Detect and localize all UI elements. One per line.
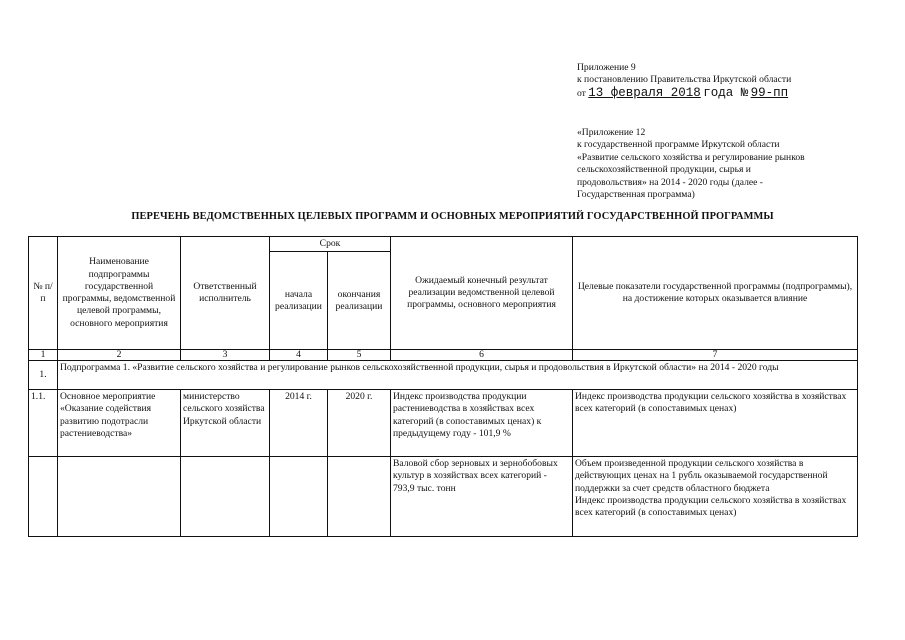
row-target-2: Индекс производства продукции сельского хозяйства в хозяйствах всех категорий (в сопоставимых ценах): [575, 494, 847, 519]
row-result: Индекс производства продукции растениеводства в хозяйствах всех категорий (в сопоставимых ценах) к предыдущему году - 101,9 %: [391, 390, 573, 457]
row-end-empty: [328, 457, 391, 537]
annex12-line2: к государственной программе Иркутской области: [577, 139, 780, 151]
column-number: 6: [391, 350, 573, 361]
annex12-line6: Государственная программа): [577, 189, 695, 201]
annex-date: 13 февраля 2018: [588, 85, 701, 100]
header-end: окончания реализации: [328, 252, 391, 350]
row-name: Основное мероприятие «Оказание содействия развитию подотрасли растениеводства»: [58, 390, 181, 457]
annex-header: [577, 62, 877, 100]
header-start: начала реализации: [270, 252, 328, 350]
row-start: 2014 г.: [270, 390, 328, 457]
row-target: [573, 457, 858, 537]
subprogram-num: 1.: [29, 361, 58, 390]
row-executor: министерство сельского хозяйства Иркутской области: [181, 390, 270, 457]
column-number: 7: [573, 350, 858, 361]
row-start-empty: [270, 457, 328, 537]
header-executor: Ответственный исполнитель: [181, 237, 270, 350]
row-num-empty: [29, 457, 58, 537]
programs-table: [28, 236, 858, 537]
column-number: 4: [270, 350, 328, 361]
row-name-empty: [58, 457, 181, 537]
row-result: Валовой сбор зерновых и зернобобовых культур в хозяйствах всех категорий - 793,9 тыс. тонн: [391, 457, 573, 537]
column-number: 5: [328, 350, 391, 361]
annex12-line3: «Развитие сельского хозяйства и регулирование рынков: [577, 151, 805, 163]
row-num: 1.1.: [29, 390, 58, 457]
annex-from: от: [577, 87, 586, 99]
column-number: 2: [58, 350, 181, 361]
header-name: Наименование подпрограммы государственной программы, ведомственной целевой программы, основного мероприятия: [58, 237, 181, 350]
annex-year-word: года №: [703, 85, 749, 100]
header-term: Срок: [270, 237, 391, 252]
table-row: [29, 457, 858, 537]
annex12-line4: сельскохозяйственной продукции, сырья и: [577, 164, 751, 176]
annex-date-line: [577, 87, 877, 100]
annex-decree-number: 99-пп: [750, 85, 789, 100]
row-target: Индекс производства продукции сельского хозяйства в хозяйствах всех категорий (в сопоставимых ценах): [573, 390, 858, 457]
table-row: [29, 390, 858, 457]
annex12-block: [577, 127, 862, 201]
row-target-1: Объем произведенной продукции сельского хозяйства в действующих ценах на 1 рубль оказываемой государственной поддержки за счет средств областного бюджета: [575, 458, 828, 494]
header-result: Ожидаемый конечный результат реализации ведомственной целевой программы, основного мероприятия: [391, 237, 573, 350]
annex12-line5: продовольствия» на 2014 - 2020 годы (далее -: [577, 176, 763, 188]
column-number: 3: [181, 350, 270, 361]
header-num: № п/п: [29, 237, 58, 350]
document-title: ПЕРЕЧЕНЬ ВЕДОМСТВЕННЫХ ЦЕЛЕВЫХ ПРОГРАММ И ОСНОВНЫХ МЕРОПРИЯТИЙ ГОСУДАРСТВЕННОЙ ПРОГРАММЫ: [131, 211, 774, 222]
column-number-row: [29, 350, 858, 361]
subprogram-title: Подпрограмма 1. «Развитие сельского хозяйства и регулирование рынков сельскохозяйственной продукции, сырья и продовольствия в Иркутской области» на 2014 - 2020 годы: [58, 361, 858, 390]
header-targets: Целевые показатели государственной программы (подпрограммы), на достижение которых оказывается влияние: [573, 237, 858, 350]
annex-decree: к постановлению Правительства Иркутской области: [577, 74, 792, 86]
subprogram-row: [29, 361, 858, 390]
annex12-line1: «Приложение 12: [577, 127, 646, 138]
row-executor-empty: [181, 457, 270, 537]
annex-number: Приложение 9: [577, 62, 636, 73]
column-number: 1: [29, 350, 58, 361]
row-end: 2020 г.: [328, 390, 391, 457]
